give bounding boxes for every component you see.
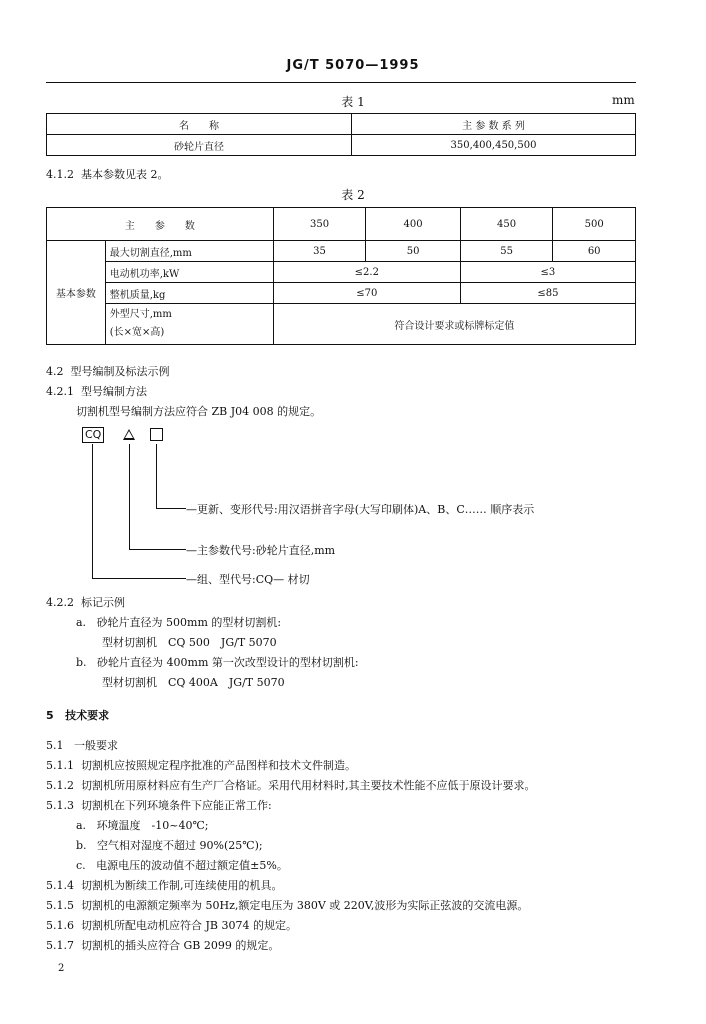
table1-caption: 表 1 bbox=[341, 95, 365, 109]
table2-row-label: 整机质量,kg bbox=[105, 283, 273, 304]
section-5-1-3 bbox=[46, 797, 272, 813]
table2-row-label-line1: 外型尺寸,mm bbox=[109, 309, 172, 320]
section-number: 5.1.5 bbox=[46, 899, 74, 912]
section-text: 型号编制及标法示例 bbox=[70, 365, 170, 378]
section-4-2 bbox=[46, 363, 170, 379]
section-number: 5.1.1 bbox=[46, 759, 74, 772]
diagram-label-variant: —更新、变形代号:用汉语拼音字母(大写印刷体)A、B、C…… 顺序表示 bbox=[186, 503, 535, 516]
table2-cell: 60 bbox=[553, 241, 636, 262]
section-text: 切割机的插头应符合 GB 2099 的规定。 bbox=[81, 939, 280, 952]
table2-head-400: 400 bbox=[366, 208, 461, 241]
square-box-icon bbox=[150, 428, 163, 441]
connector-line bbox=[92, 444, 93, 578]
connector-line bbox=[129, 444, 130, 549]
list-marker: b. bbox=[76, 656, 87, 669]
table2-head-450: 450 bbox=[460, 208, 553, 241]
document-code: JG/T 5070—1995 bbox=[286, 58, 420, 73]
connector-line bbox=[92, 578, 186, 579]
list-text: 砂轮片直径为 400mm 第一次改型设计的型材切割机: bbox=[97, 656, 359, 669]
list-item-a bbox=[76, 817, 209, 833]
table2-cell: 55 bbox=[460, 241, 553, 262]
section-number: 5 bbox=[46, 709, 54, 722]
table2-head-label: 主 参 数 bbox=[47, 208, 274, 241]
section-4-2-1 bbox=[46, 383, 147, 399]
model-code-box: CQ bbox=[82, 427, 104, 443]
triangle-icon bbox=[123, 429, 135, 440]
list-marker: b. bbox=[76, 839, 87, 852]
table1-cell-series: 350,400,450,500 bbox=[352, 135, 636, 156]
section-5-1-1 bbox=[46, 757, 356, 773]
list-item-b bbox=[76, 837, 263, 853]
table2-cell: 50 bbox=[366, 241, 461, 262]
table1 bbox=[46, 113, 636, 156]
section-text: 型号编制方法 bbox=[81, 385, 147, 398]
list-text: 砂轮片直径为 500mm 的型材切割机: bbox=[96, 616, 282, 629]
section-number: 5.1.4 bbox=[46, 879, 74, 892]
list-marker: a. bbox=[76, 616, 87, 629]
list-text: 环境温度 -10~40℃; bbox=[96, 819, 209, 832]
table2-cell: ≤3 bbox=[460, 262, 635, 283]
section-number: 4.2.1 bbox=[46, 385, 74, 398]
table2-group-label: 基本参数 bbox=[47, 241, 106, 345]
table2-head-500: 500 bbox=[553, 208, 636, 241]
header-rule bbox=[46, 82, 636, 83]
section-number: 4.2.2 bbox=[46, 596, 74, 609]
section-title: 技术要求 bbox=[65, 709, 110, 722]
list-marker: c. bbox=[76, 859, 86, 872]
table1-cell-name: 砂轮片直径 bbox=[47, 135, 352, 156]
section-text: 切割机的电源额定频率为 50Hz,额定电压为 380V 或 220V,波形为实际正弦波的交流电源。 bbox=[81, 899, 529, 912]
table2-cell: ≤70 bbox=[273, 283, 460, 304]
section-text: 切割机应按照规定程序批准的产品图样和技术文件制造。 bbox=[81, 759, 356, 772]
diagram-label-group: —组、型代号:CQ— 材切 bbox=[186, 573, 310, 586]
section-text: 切割机所配电动机应符合 JB 3074 的规定。 bbox=[81, 919, 297, 932]
section-5-1-2 bbox=[46, 777, 536, 793]
section-5 bbox=[46, 707, 109, 723]
table2-head-350: 350 bbox=[273, 208, 366, 241]
table2-row-label-line2: (长×宽×高) bbox=[109, 327, 165, 338]
table1-head-series: 主 参 数 系 列 bbox=[352, 114, 636, 135]
list-item-c bbox=[76, 857, 288, 873]
table2-cell: ≤2.2 bbox=[273, 262, 460, 283]
section-5-1-4 bbox=[46, 877, 283, 893]
table2-row-label: 电动机功率,kW bbox=[105, 262, 273, 283]
table1-unit: mm bbox=[612, 93, 635, 107]
section-text: 一般要求 bbox=[74, 739, 118, 752]
marking-example: 型材切割机 CQ 500 JG/T 5070 bbox=[102, 636, 277, 649]
table2 bbox=[46, 207, 636, 345]
diagram-label-param: —主参数代号:砂轮片直径,mm bbox=[186, 544, 336, 557]
table1-head-name: 名 称 bbox=[47, 114, 352, 135]
list-item-a bbox=[76, 614, 281, 630]
page-number: 2 bbox=[58, 963, 65, 974]
section-number: 5.1.3 bbox=[46, 799, 74, 812]
section-text: 切割机在下列环境条件下应能正常工作: bbox=[81, 799, 272, 812]
connector-line bbox=[156, 508, 186, 509]
section-number: 4.2 bbox=[46, 365, 64, 378]
section-4-2-1-body: 切割机型号编制方法应符合 ZB J04 008 的规定。 bbox=[76, 405, 322, 418]
section-text: 切割机为断续工作制,可连续使用的机具。 bbox=[81, 879, 283, 892]
section-text: 基本参数见表 2。 bbox=[81, 168, 169, 181]
section-number: 5.1.6 bbox=[46, 919, 74, 932]
marking-example: 型材切割机 CQ 400A JG/T 5070 bbox=[102, 676, 285, 689]
section-5-1-6 bbox=[46, 917, 297, 933]
table2-row-label bbox=[105, 304, 273, 345]
section-4-2-2 bbox=[46, 594, 125, 610]
section-text: 标记示例 bbox=[81, 596, 125, 609]
table2-caption: 表 2 bbox=[341, 188, 365, 202]
section-5-1-5 bbox=[46, 897, 528, 913]
connector-line bbox=[129, 549, 186, 550]
section-5-1-7 bbox=[46, 937, 279, 953]
list-marker: a. bbox=[76, 819, 87, 832]
section-text: 切割机所用原材料应有生产厂合格证。采用代用材料时,其主要技术性能不应低于原设计要求。 bbox=[81, 779, 536, 792]
section-number: 5.1 bbox=[46, 739, 64, 752]
section-number: 5.1.2 bbox=[46, 779, 74, 792]
table2-cell: ≤85 bbox=[460, 283, 635, 304]
table2-cell: 符合设计要求或标牌标定值 bbox=[273, 304, 635, 345]
section-5-1 bbox=[46, 737, 118, 753]
section-number: 5.1.7 bbox=[46, 939, 74, 952]
list-item-b bbox=[76, 654, 359, 670]
list-text: 电源电压的波动值不超过额定值±5%。 bbox=[96, 859, 288, 872]
section-4-1-2 bbox=[46, 166, 169, 182]
section-number: 4.1.2 bbox=[46, 168, 74, 181]
connector-line bbox=[156, 444, 157, 508]
list-text: 空气相对湿度不超过 90%(25℃); bbox=[97, 839, 263, 852]
table2-row-label: 最大切割直径,mm bbox=[105, 241, 273, 262]
table2-cell: 35 bbox=[273, 241, 366, 262]
